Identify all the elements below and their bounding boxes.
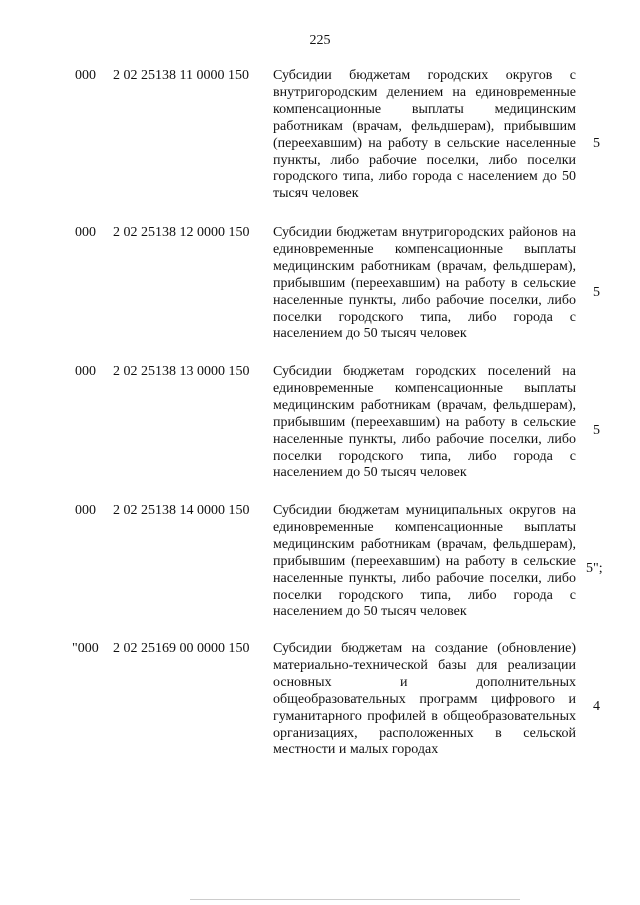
- row-amount: 4: [593, 699, 600, 714]
- row-amount: 5";: [586, 561, 603, 576]
- row-description: Субсидии бюджетам муниципальных округов на единовременные компенсационные выплаты медицинским работникам (врачам, фельдшерам), прибывшим (переехавшим) на работу в сельские населенные пункты, либо рабочие поселки, либо поселки городского типа, либо города с населением до 50 тысяч человек: [273, 503, 576, 620]
- admin-code: 000: [75, 503, 96, 518]
- row-description: Субсидии бюджетам городских поселений на единовременные компенсационные выплаты медицинским работникам (врачам, фельдшерам), прибывшим (переехавшим) на работу в сельские населенные пункты, либо рабочие поселки, либо поселки городского типа, либо города с населением до 50 тысяч человек: [273, 364, 576, 481]
- row-amount: 5: [593, 136, 600, 151]
- row-amount: 5: [593, 285, 600, 300]
- page-edge-line: [190, 899, 520, 900]
- admin-code: "000: [72, 641, 99, 656]
- row-amount: 5: [593, 423, 600, 438]
- page-number: 225: [309, 33, 331, 48]
- budget-classification-code: 2 02 25138 14 0000 150: [113, 503, 250, 518]
- row-description: Субсидии бюджетам внутригородских районов на единовременные компенсационные выплаты медицинским работникам (врачам, фельдшерам), прибывшим (переехавшим) на работу в сельские населенные пункты, либо рабочие поселки, либо поселки городского типа, либо города с населением до 50 тысяч человек: [273, 225, 576, 342]
- admin-code: 000: [75, 68, 96, 83]
- admin-code: 000: [75, 225, 96, 240]
- admin-code: 000: [75, 364, 96, 379]
- budget-classification-code: 2 02 25138 11 0000 150: [113, 68, 249, 83]
- budget-classification-code: 2 02 25169 00 0000 150: [113, 641, 250, 656]
- budget-classification-code: 2 02 25138 13 0000 150: [113, 364, 250, 379]
- budget-classification-code: 2 02 25138 12 0000 150: [113, 225, 250, 240]
- row-description: Субсидии бюджетам на создание (обновление) материально-технической базы для реализации основных и дополнительных общеобразовательных программ цифрового и гуманитарного профилей в общеобразовательных организациях, расположенных в сельской местности и малых городах: [273, 641, 576, 758]
- row-description: Субсидии бюджетам городских округов с внутригородским делением на единовременные компенсационные выплаты медицинским работникам (врачам, фельдшерам), прибывшим (переехавшим) на работу в сельские населенные пункты, либо рабочие поселки, либо поселки городского типа, либо города с населением до 50 тысяч человек: [273, 68, 576, 202]
